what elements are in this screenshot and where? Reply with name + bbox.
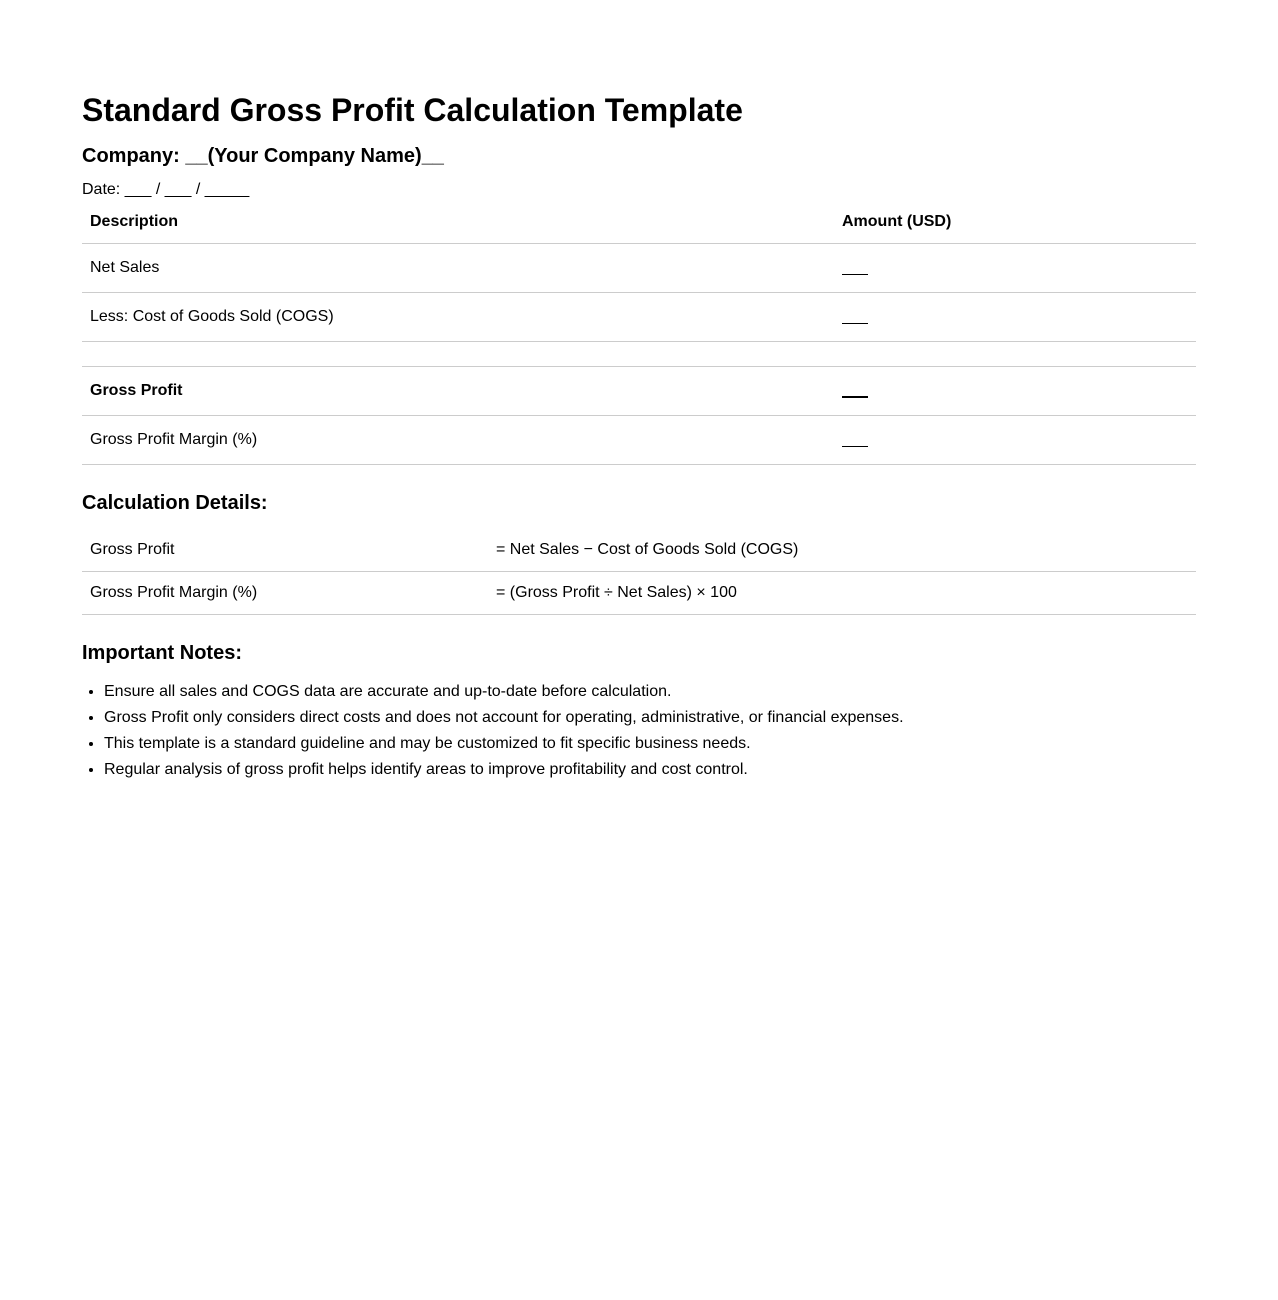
list-item: • Regular analysis of gross profit helps identify areas to improve profitability and cost control. <box>104 757 1196 783</box>
table-row <box>82 367 1196 416</box>
row-description: Gross Profit <box>82 367 834 416</box>
amount-blank-line <box>842 264 868 275</box>
amount-blank-line <box>842 386 868 398</box>
table-row <box>82 529 1196 572</box>
row-amount-blank[interactable] <box>834 367 1196 416</box>
row-description: Gross Profit Margin (%) <box>82 416 834 465</box>
calc-label: Gross Profit Margin (%) <box>82 572 488 615</box>
spacer-cell <box>834 342 1196 367</box>
list-item: • This template is a standard guideline and may be customized to fit specific business needs. <box>104 731 1196 757</box>
notes-list <box>82 679 1196 783</box>
row-amount-blank[interactable] <box>834 416 1196 465</box>
table-row <box>82 416 1196 465</box>
amount-blank-line <box>842 436 868 447</box>
calculation-table <box>82 529 1196 615</box>
header-description: Description <box>82 201 834 244</box>
calc-formula: = (Gross Profit ÷ Net Sales) × 100 <box>488 572 1196 615</box>
gross-profit-table <box>82 201 1196 465</box>
company-line: Company: __(Your Company Name)__ <box>82 145 444 167</box>
list-item: • Gross Profit only considers direct costs and does not account for operating, administrative, or financial expenses. <box>104 705 1196 731</box>
notes-heading: Important Notes: <box>82 642 242 664</box>
amount-blank-line <box>842 313 868 324</box>
page-title: Standard Gross Profit Calculation Template <box>82 92 743 128</box>
spacer-cell <box>82 342 834 367</box>
row-amount-blank[interactable] <box>834 244 1196 293</box>
calc-formula: = Net Sales − Cost of Goods Sold (COGS) <box>488 529 1196 572</box>
table-row <box>82 244 1196 293</box>
spacer-row <box>82 342 1196 367</box>
list-item: • Ensure all sales and COGS data are accurate and up-to-date before calculation. <box>104 679 1196 705</box>
table-row <box>82 293 1196 342</box>
table-header-row <box>82 201 1196 244</box>
row-description: Net Sales <box>82 244 834 293</box>
header-amount: Amount (USD) <box>834 201 1196 244</box>
table-row <box>82 572 1196 615</box>
calculation-heading: Calculation Details: <box>82 492 268 514</box>
calc-label: Gross Profit <box>82 529 488 572</box>
row-amount-blank[interactable] <box>834 293 1196 342</box>
date-line: Date: ___ / ___ / _____ <box>82 181 250 198</box>
row-description: Less: Cost of Goods Sold (COGS) <box>82 293 834 342</box>
